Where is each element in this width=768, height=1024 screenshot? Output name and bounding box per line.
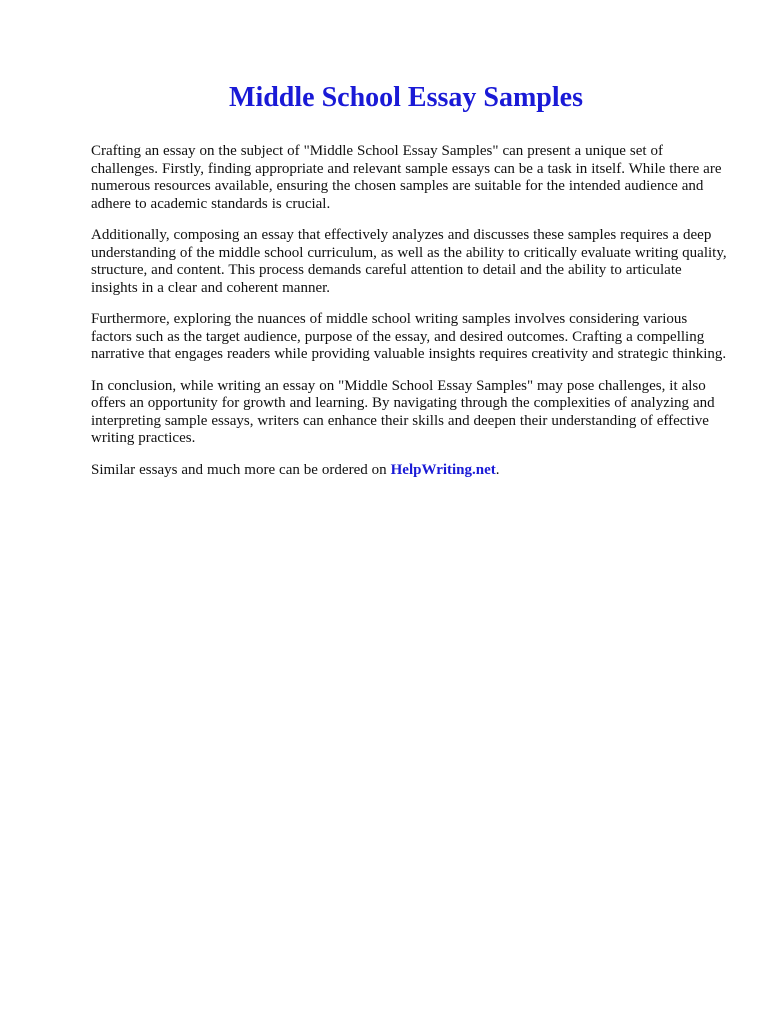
closing-line: [91, 462, 731, 480]
closing-suffix: .: [495, 461, 500, 478]
document-title: Middle School Essay Samples: [229, 82, 583, 113]
paragraph-1: Crafting an essay on the subject of "Middle School Essay Samples" can present a unique set of challenges. Firstly, finding appropriate and relevant sample essays can be a task in itself. While there are numerous resources available, ensuring the chosen samples are suitable for the intended audience and adhere to academic standards is crucial.: [91, 143, 722, 212]
document-body: [91, 143, 731, 493]
paragraph-3: Furthermore, exploring the nuances of middle school writing samples involves considering various factors such as the target audience, purpose of the essay, and desired outcomes. Crafting a compelling narrative that engages readers while providing valuable insights requires creativity and strategic thinking.: [91, 311, 727, 362]
paragraph-4: In conclusion, while writing an essay on "Middle School Essay Samples" may pose challenges, it also offers an opportunity for growth and learning. By navigating through the complexities of analyzing and interpreting sample essays, writers can enhance their skills and deepen their understanding of effective writing practices.: [91, 377, 715, 446]
helpwriting-link[interactable]: HelpWriting.net: [390, 461, 496, 478]
closing-prefix: Similar essays and much more can be ordered on: [91, 461, 391, 478]
paragraph-2: Additionally, composing an essay that effectively analyzes and discusses these samples requires a deep understanding of the middle school curriculum, as well as the ability to critically evaluate writing quality, structure, and content. This process demands careful attention to detail and the ability to articulate insights in a clear and coherent manner.: [91, 227, 727, 296]
